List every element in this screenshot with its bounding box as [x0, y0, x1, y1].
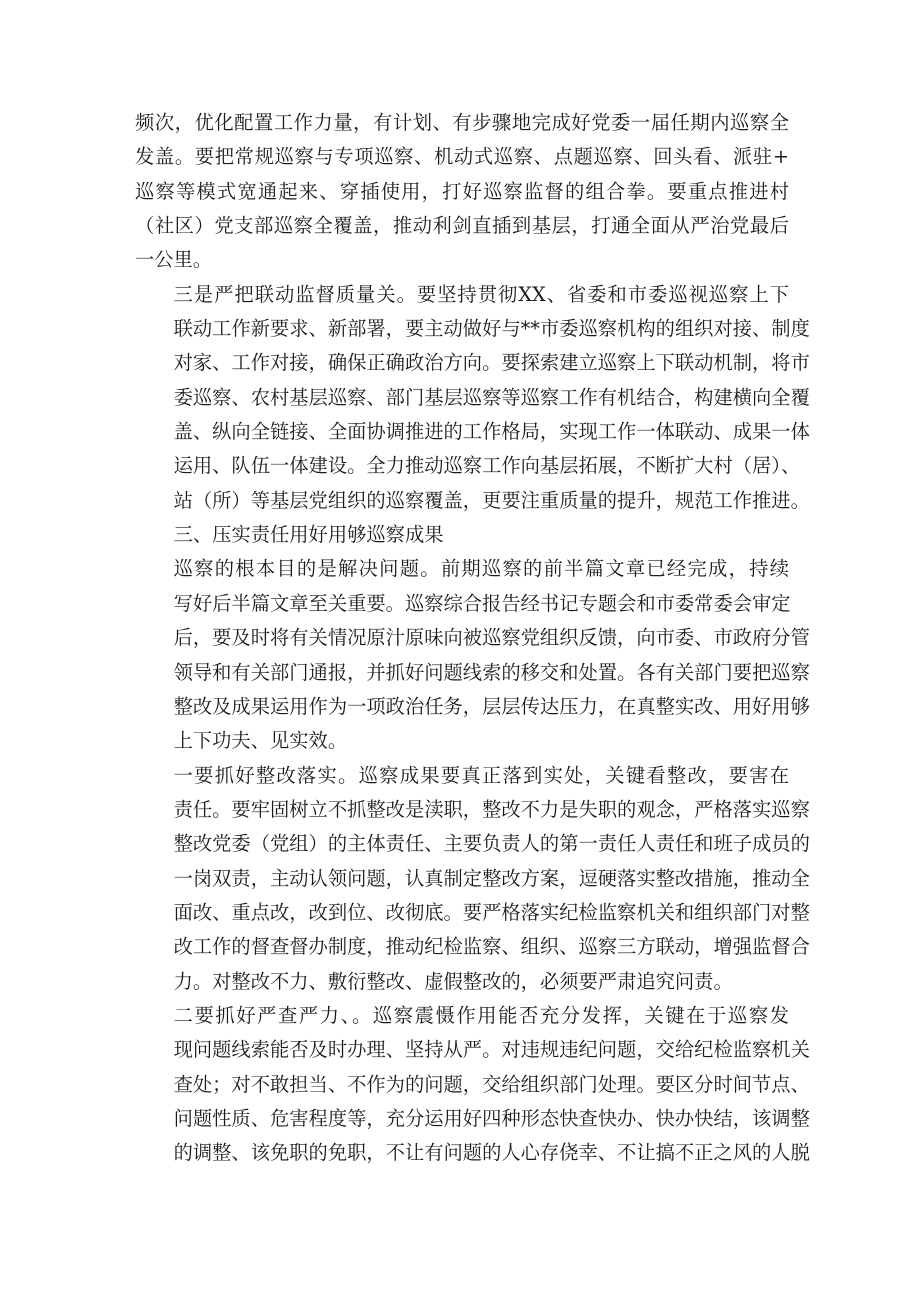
- text-line: 问题性质、危害程度等，充分运用好四种形态快查快办、快办快结，该调整: [173, 1106, 810, 1130]
- text-line: 三、压实责任用好用够巡察成果: [173, 523, 444, 547]
- paragraph: [135, 518, 789, 552]
- text-line: 领导和有关部门通报，并抓好问题线索的移交和处置。各有关部门要把巡察: [173, 660, 810, 684]
- document-page: [135, 106, 810, 1171]
- text-line: 委巡察、农村基层巡察、部门基层巡察等巡察工作有机结合，构建横向全覆: [173, 385, 810, 409]
- text-line: 巡察的根本目的是解决问题。前期巡察的前半篇文章已经完成，持续: [173, 557, 789, 581]
- text-line: 联动工作新要求、新部署，要主动做好与**市委巡察机构的组织对接、制度: [173, 317, 810, 341]
- text-line: 盖、纵向全链接、全面协调推进的工作格局，实现工作一体联动、成果一体: [173, 420, 810, 444]
- text-line: 写好后半篇文章至关重要。巡察综合报告经书记专题会和市委常委会审定: [173, 591, 791, 615]
- text-line: 二要抓好严查严力、。巡察震慑作用能否充分发挥，关键在于巡察发: [173, 1003, 789, 1027]
- text-line: 巡察等模式宽通起来、穿插使用，打好巡察监督的组合拳。要重点推进村: [135, 179, 789, 203]
- text-line: 站（所）等基层党组织的巡察覆盖，更要注重质量的提升，规范工作推进。: [173, 488, 810, 512]
- text-line: 对家、工作对接，确保正确政治方向。要探索建立巡察上下联动机制，将市: [173, 351, 810, 375]
- paragraph: [135, 759, 810, 999]
- text-line: 面改、重点改，改到位、改彻底。要严格落实纪检监察机关和组织部门对整: [173, 900, 810, 924]
- text-line: 整改及成果运用作为一项政治任务，层层传达压力，在真整实改、用好用够: [173, 694, 810, 718]
- text-line: 查处；对不敢担当、不作为的问题，交给组织部门处理。要区分时间节点、: [173, 1072, 810, 1096]
- text-line: 频次，优化配置工作力量，有计划、有步骤地完成好党委一届任期内巡察全: [135, 111, 789, 134]
- text-line: 力。对整改不力、敷衍整改、虚假整改的，必须要严肃追究问责。: [173, 969, 733, 993]
- paragraph: [135, 278, 810, 518]
- paragraph: [135, 552, 810, 758]
- text-line: 责任。要牢固树立不抓整改是渎职，整改不力是失职的观念，严格落实巡察: [173, 797, 810, 821]
- text-line: 一要抓好整改落实。巡察成果要真正落到实处，关键看整改，要害在: [173, 763, 789, 787]
- text-line: 三是严把联动监督质量关。要坚持贯彻XX、省委和市委巡视巡察上下: [173, 282, 789, 306]
- paragraph: [135, 999, 810, 1171]
- text-line: 现问题线索能否及时办理、坚持从严。对违规违纪问题，交给纪检监察机关: [173, 1038, 810, 1062]
- text-line: 整改党委（党组）的主体责任、主要负责人的第一责任人责任和班子成员的: [173, 832, 810, 856]
- text-line: 上下功夫、见实效。: [173, 729, 348, 753]
- text-line: 运用、队伍一体建设。全力推动巡察工作向基层拓展，不断扩大村（居）、: [173, 454, 801, 478]
- text-line: 一岗双责，主动认领问题，认真制定整改方案，逗硬落实整改措施，推动全: [173, 866, 810, 890]
- text-line: 的调整、该免职的免职，不让有问题的人心存侥幸、不让搞不正之风的人脱: [173, 1141, 810, 1165]
- text-line: （社区）党支部巡察全覆盖，推动利剑直插到基层，打通全面从严治党最后: [135, 214, 789, 238]
- text-line: 改工作的督查督办制度，推动纪检监察、组织、巡察三方联动，增强监督合: [173, 935, 810, 959]
- text-line: 后，要及时将有关情况原汁原味向被巡察党组织反馈，向市委、市政府分管: [173, 626, 810, 650]
- paragraph: [135, 106, 789, 278]
- text-line: 发盖。要把常规巡察与专项巡察、机动式巡察、点题巡察、回头看、派驻+: [135, 145, 789, 169]
- text-line: 一公里。: [135, 248, 213, 272]
